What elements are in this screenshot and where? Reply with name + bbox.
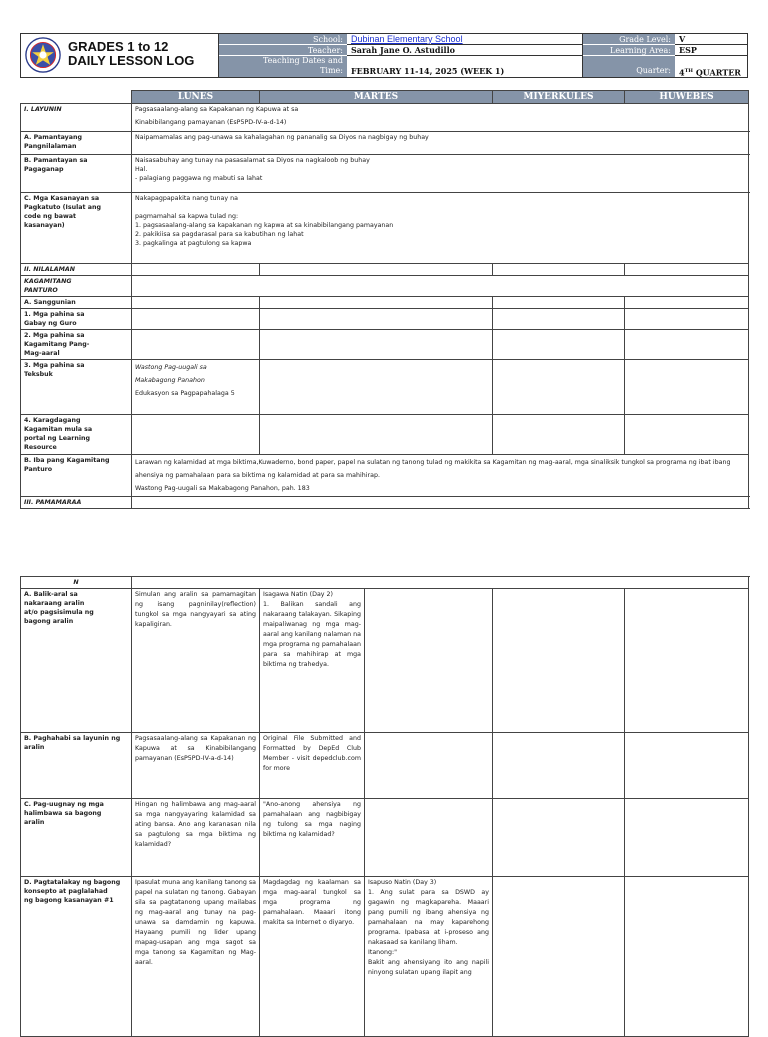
- pamantayang-pangnilalaman-text: Naipamamalas ang pag-unawa sa kahalagahan ng pananalig sa Diyos na nagbigay ng buhay: [132, 132, 749, 155]
- layunin-text-line2: Kinabibilangang pamayanan (EsP5PD-IV-a-d-14): [135, 119, 287, 126]
- cell: [365, 799, 493, 877]
- iba-pang-kagamitan-label: B. Iba pang Kagamitang Panturo: [21, 455, 132, 497]
- cell: [260, 360, 493, 415]
- page-title: [68, 40, 194, 68]
- row-teksbuk: [21, 360, 749, 415]
- cell: [493, 415, 625, 455]
- cell: [493, 877, 625, 1037]
- iba-pang-kagamitan-line2: Wastong Pag-uugali sa Makabagong Panahon, pah. 183: [135, 485, 310, 492]
- quarter-suffix: TH: [684, 68, 694, 74]
- cell: [625, 309, 749, 330]
- cell: [132, 264, 260, 276]
- pamantayan-pagaganap-text: Naisasabuhay ang tunay na pasasalamat sa Diyos na nagkaloob ng buhay Hal. - palagiang paggawa ng mabuti sa lahat: [132, 155, 749, 193]
- cell: [625, 877, 749, 1037]
- cell: [625, 799, 749, 877]
- row-pamantayang-pangnilalaman: [21, 132, 749, 155]
- teksbuk-line1: Wastong Pag-uugali sa: [135, 364, 207, 371]
- learning-area-label: Learning Area:: [583, 45, 675, 56]
- day-header-huwebes: HUWEBES: [625, 91, 749, 104]
- pag-uugnay-lunes: Hingan ng halimbawa ang mag-aaral sa mga nangyayaring kalamidad sa ating bansa. Ano ang karanasan nila sa pagtulong sa mga biktima ng kalamidad?: [132, 799, 260, 877]
- quarter-word: QUARTER: [695, 67, 741, 78]
- gabay-guro-label: 1. Mga pahina sa Gabay ng Guro: [21, 309, 132, 330]
- row-nilalaman: [21, 264, 749, 276]
- cell: [260, 264, 493, 276]
- n-label: N: [21, 577, 132, 589]
- pamantayang-pangnilalaman-label: A. Pamantayang Pangnilalaman: [21, 132, 132, 155]
- row-pagtatalakay: [21, 877, 749, 1037]
- pagtatalakay-lunes: Ipasulat muna ang kanilang tanong sa papel na sulatan ng tanong. Gabayan sila sa pagtatanong upang mailabas ng mag-aaral ang tunay na pag-unawa sa damdamin ng kapuwa. Hayaang pumili ng lider upang mapag-usapan ang mga sagot sa mga tanong sa Kagamitan ng Mag-aaral.: [132, 877, 260, 1037]
- row-balik-aral: [21, 589, 749, 733]
- row-iba-pang-kagamitan: [21, 455, 749, 497]
- title-line-1: GRADES 1 to 12: [68, 39, 169, 54]
- cell: [260, 297, 493, 309]
- kagamitang-mag-aaral-label: 2. Mga pahina sa Kagamitang Pang- Mag-aaral: [21, 330, 132, 360]
- row-pamantayan-pagaganap: [21, 155, 749, 193]
- pagtatalakay-martes: Magdagdag ng kaalaman sa mga mag-aaral tungkol sa mga programa ng pamahalaan. Maaari itong makita sa Internet o diyaryo.: [260, 877, 365, 1037]
- itanong-label: Itanong:": [368, 949, 398, 956]
- grade-level-label: Grade Level:: [583, 34, 675, 45]
- school-label: School:: [219, 34, 347, 45]
- cell: [260, 330, 493, 360]
- cell: [132, 330, 260, 360]
- cell: [132, 309, 260, 330]
- balik-aral-martes: [260, 589, 365, 733]
- deped-seal-icon: [25, 37, 61, 73]
- nilalaman-label: II. NILALAMAN: [21, 264, 132, 276]
- cell: [365, 733, 493, 799]
- row-kagamitang-panturo: [21, 276, 749, 297]
- pag-uugnay-martes: "Ano-anong ahensiya ng pamahalaan ang nagbibigay ng tulong sa mga naging biktima ng kalamidad?: [260, 799, 365, 877]
- cell: [493, 264, 625, 276]
- layunin-text: [132, 104, 749, 132]
- pamantayan-pagaganap-label: B. Pamantayan sa Pagaganap: [21, 155, 132, 193]
- row-kasanayan: [21, 193, 749, 264]
- isapuso-natin-title: Isapuso Natin (Day 3): [368, 879, 437, 886]
- day-header-lunes: LUNES: [132, 91, 260, 104]
- row-gabay-guro: [21, 309, 749, 330]
- cell: [260, 309, 493, 330]
- teacher-value: Sarah Jane O. Astudillo: [347, 45, 583, 56]
- lesson-log-table-bottom: [20, 576, 749, 1037]
- row-sanggunian: [21, 297, 749, 309]
- pagtatalakay-label: D. Pagtatalakay ng bagong konsepto at paglalahad ng bagong kasanayan #1: [21, 877, 132, 1037]
- balik-aral-label: A. Balik-aral sa nakaraang aralin at/o pagsisimula ng bagong aralin: [21, 589, 132, 733]
- kasanayan-text: Nakapagpapakita nang tunay na pagmamahal sa kapwa tulad ng: 1. pagsasaalang-alang sa kapakanan ng kapwa at sa kinabibilangang pamayanan 2. pakikiisa sa pagdarasal para sa kabutihan ng lahat 3. pagkalinga at pagtulong sa kapwa: [132, 193, 749, 264]
- teksbuk-text: [132, 360, 260, 415]
- cell: [493, 799, 625, 877]
- sanggunian-label: A. Sanggunian: [21, 297, 132, 309]
- pag-uugnay-label: C. Pag-uugnay ng mga halimbawa sa bagong aralin: [21, 799, 132, 877]
- quarter-label: Quarter:: [583, 56, 675, 77]
- day-header-martes: MARTES: [260, 91, 493, 104]
- corner-cell: [21, 91, 132, 104]
- row-karagdagang-kagamitan: [21, 415, 749, 455]
- balik-aral-lunes: Simulan ang aralin sa pamamagitan ng isang pagninilay(reflection) tungkol sa mga nangyayari sa ating kapaligiran.: [132, 589, 260, 733]
- learning-area-value: ESP: [675, 45, 747, 56]
- cell: [365, 589, 493, 733]
- cell: [493, 309, 625, 330]
- paghahabi-lunes: Pagsasaalang-alang sa Kapakanan ng Kapuwa at sa Kinabibilangang pamayanan (EsP5PD-IV-a-d-14): [132, 733, 260, 799]
- row-kagamitang-mag-aaral: [21, 330, 749, 360]
- cell: [625, 360, 749, 415]
- title-line-2: DAILY LESSON LOG: [68, 53, 195, 68]
- quarter-number: 4: [679, 67, 685, 78]
- days-header-row: [21, 91, 749, 104]
- paghahabi-label: B. Paghahabi sa layunin ng aralin: [21, 733, 132, 799]
- cell: [493, 360, 625, 415]
- karagdagang-kagamitan-label: 4. Karagdagang Kagamitan mula sa portal ng Learning Resource: [21, 415, 132, 455]
- row-layunin: [21, 104, 749, 132]
- cell: [493, 330, 625, 360]
- row-pag-uugnay: [21, 799, 749, 877]
- layunin-label: I. LAYUNIN: [21, 104, 132, 132]
- balik-aral-martes-text: 1. Balikan sandali ang nakaraang talakayan. Sikaping maipaliwanag ng mga mag-aaral ang kanilang nalaman na mga programa ng pamahalaan para sa mahihirap at mga biktima ng trahedya.: [263, 601, 361, 668]
- lesson-log-table-top: [20, 90, 749, 509]
- cell: [625, 733, 749, 799]
- teacher-label: Teacher:: [219, 45, 347, 56]
- cell: [132, 497, 749, 509]
- row-pamamaraan: [21, 497, 749, 509]
- cell: [260, 415, 493, 455]
- header-logo-area: [21, 34, 219, 77]
- teaching-dates-label-line2: Time:: [320, 66, 343, 75]
- teaching-dates-label-line1: Teaching Dates and: [262, 56, 343, 65]
- cell: [625, 330, 749, 360]
- cell: [132, 415, 260, 455]
- teksbuk-line3: Edukasyon sa Pagpapahalaga 5: [135, 390, 235, 397]
- teaching-dates-value: FEBRUARY 11-14, 2025 (WEEK 1): [347, 56, 583, 77]
- teaching-dates-label: [219, 56, 347, 77]
- cell: [132, 577, 749, 589]
- teksbuk-label: 3. Mga pahina sa Teksbuk: [21, 360, 132, 415]
- cell: [625, 589, 749, 733]
- cell: [493, 297, 625, 309]
- grade-level-value: V: [675, 34, 747, 45]
- cell: [132, 297, 260, 309]
- iba-pang-kagamitan-text: [132, 455, 749, 497]
- cell: [625, 415, 749, 455]
- isagawa-natin-title: Isagawa Natin (Day 2): [263, 591, 333, 598]
- pagtatalakay-miyerkules-text: 1. Ang sulat para sa DSWD ay gagawin ng magkapareha. Maaari pang pumili ng ibang ahensiya ng pamahalaan na may kaparehong programa. Ipabasa at i-proseso ang nakasaad sa kanilang liham.: [368, 889, 489, 946]
- cell: [493, 733, 625, 799]
- kasanayan-label: C. Mga Kasanayan sa Pagkatuto (Isulat ang code ng bawat kasanayan): [21, 193, 132, 264]
- school-value[interactable]: Dubinan Elementary School: [347, 34, 583, 45]
- kagamitang-panturo-label: KAGAMITANG PANTURO: [21, 276, 132, 297]
- teksbuk-line2: Makabagong Panahon: [135, 377, 205, 384]
- row-n: [21, 577, 749, 589]
- header-box: [20, 33, 748, 78]
- cell: [625, 264, 749, 276]
- paghahabi-martes: Original File Submitted and Formatted by DepEd Club Member - visit depedclub.com for more: [260, 733, 365, 799]
- pagtatalakay-miyerkules: [365, 877, 493, 1037]
- pamamaraan-label: III. PAMAMARAA: [21, 497, 132, 509]
- cell: [493, 589, 625, 733]
- cell: [132, 276, 749, 297]
- day-header-miyerkules: MIYERKULES: [493, 91, 625, 104]
- pagtatalakay-miyerkules-question: Bakit ang ahensiyang ito ang napili ninyong sulatan upang ilapit ang: [368, 959, 489, 976]
- layunin-text-line1: Pagsasaalang-alang sa Kapakanan ng Kapuwa at sa: [135, 106, 299, 113]
- cell: [625, 297, 749, 309]
- iba-pang-kagamitan-line1: Larawan ng kalamidad at mga biktima,Kuwaderno, bond paper, papel na sulatan ng tanong tulad ng makikita sa Kagamitan ng mag-aaral, mga sinaliksik tungkol sa programa ng ibat ibang ahensiya ng pamahalaan para sa biktima ng kalamidad at para sa mahihirap.: [135, 459, 731, 479]
- row-paghahabi: [21, 733, 749, 799]
- quarter-value: [675, 56, 747, 77]
